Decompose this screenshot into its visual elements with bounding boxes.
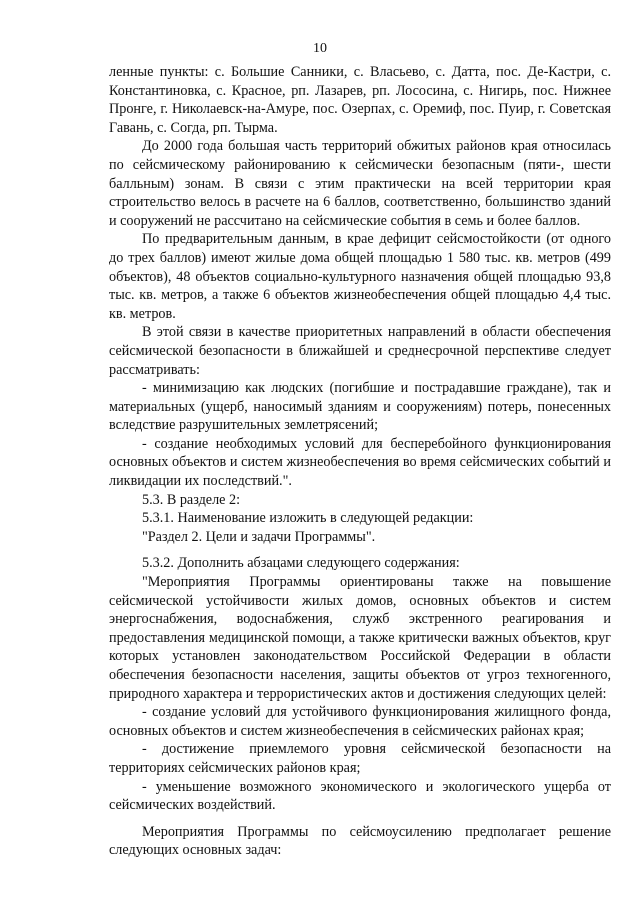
section-5-3-2: 5.3.2. Дополнить абзацами следующего содержания: [142,555,460,572]
section-2-title: "Раздел 2. Цели и задачи Программы". [142,528,376,545]
paragraph-program-activities: "Мероприятия Программы ориентированы также на повышение сейсмической устойчивости жилых домов, основных объектов и систем энергоснабжения, водоснабжения, служб экстренного реагирования и предоставления медицинской помощи, а также критически важных объектов, круг которых установлен законодательством Российской Федерации в области обеспечения безопасности населения, защиты объектов от угроз техногенного, природного характера и террористических актов и достижения следующих целей: [109,574,611,702]
paragraph-seismic-zoning: До 2000 года большая часть территорий обжитых районов края относилась по сейсмическому районированию к сейсмически безопасным (пяти-, шести балльным) зонам. В связи с этим практически на всей территории края строительство велось в расчете на 6 баллов, соответственно, большинство зданий и сооружений не рассчитано на сейсмические события в семь и более баллов. [109,138,611,229]
paragraph-settlements-continued: ленные пункты: с. Большие Санники, с. Власьево, с. Датта, пос. Де-Кастри, с. Константиновка, с. Красное, рп. Лазарев, рп. Лососина, с. Нигирь, пос. Нижнее Пронге, г. Николаевск-на-Амуре, пос. Озерпах, с. Оремиф, пос. Пуир, г. Советская Гавань, с. Согда, рп. Тырма. [109,64,611,136]
paragraph-seismic-deficit: По предварительным данным, в крае дефицит сейсмостойкости (от одного до трех баллов) имеют жилые дома общей площадью 1 580 тыс. кв. метров (499 объектов), 48 объектов социально-культурного назначения общей площадью 93,8 тыс. кв. метров, а также 6 объектов жизнеобеспечения общей площадью 4,4 тыс. кв. метров. [109,231,611,322]
section-5-3-heading: 5.3. В разделе 2: [142,491,241,508]
list-item-housing: - создание условий для устойчивого функционирования жилищного фонда, основных объектов и систем жизнеобеспечения в сейсмических районах края; [109,704,611,739]
section-5-3-1: 5.3.1. Наименование изложить в следующей редакции: [142,510,474,527]
list-item-safety-level: - достижение приемлемого уровня сейсмической безопасности на территориях сейсмических районов края; [109,741,611,776]
list-item-conditions: - создание необходимых условий для бесперебойного функционирования основных объектов и систем жизнеобеспечения во время сейсмических событий и ликвидации их последствий.". [109,435,611,490]
page-number: 10 [313,41,327,56]
document-body [109,63,611,860]
paragraph-priority-directions: В этой связи в качестве приоритетных направлений в области обеспечения сейсмической безопасности в ближайшей и среднесрочной перспективе следует рассматривать: [109,324,611,378]
paragraph-tasks-intro: Мероприятия Программы по сейсмоусилению предполагает решение следующих основных задач: [109,823,611,859]
list-item-minimization: - минимизацию как людских (погибшие и пострадавшие граждане), так и материальных (ущерб, наносимый зданиям и сооружениям) потерь, понесенных вследствие разрушительных землетрясений; [109,380,611,434]
list-item-damage-reduction: - уменьшение возможного экономического и экологического ущерба от сейсмических воздействий. [109,778,611,814]
